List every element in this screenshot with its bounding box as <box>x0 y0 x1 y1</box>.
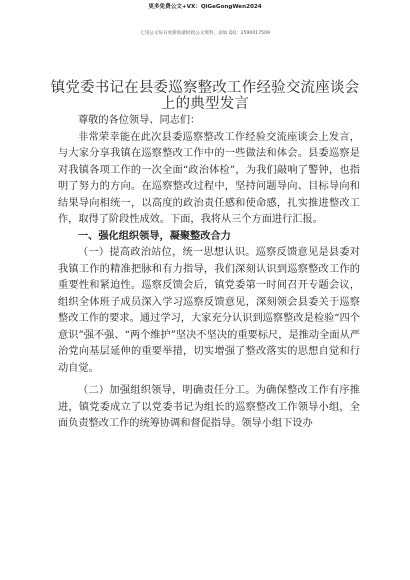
paragraph-1: （一）提高政治站位，统一思想认识。巡察反馈意见是县委对我镇工作的精准把脉和有力指导，我们深刻认识到巡察整改工作的重要性和紧迫性。巡察反馈会后，镇党委第一时间召开专题会议，组织全体班子成员深入学习巡察反馈意见，深刻领会县委关于巡察整改工作的要求。通过学习，大家充分认识到巡察整改是检验“四个意识”强不强、“两个维护”坚决不坚决的重要标尺，是推动全面从严治党向基层延伸的重要举措，切实增强了整改落实的思想自觉和行动自觉。 <box>58 247 360 374</box>
paragraph-2: （二）加强组织领导，明确责任分工。为确保整改工作有序推进，镇党委成立了以党委书记为组长的巡察整改工作领导小组，全面负责整改工作的统筹协调和督促指导。领导小组下设办 <box>58 385 360 429</box>
promo-subtitle: 七哥公文每日更新海量时政公文资料，添加 QQ：2590017509 <box>140 31 270 36</box>
intro-paragraph: 非常荣幸能在此次县委巡察整改工作经验交流座谈会上发言，与大家分享我镇在巡察整改工作中的一些做法和体会。县委巡察是对我镇各项工作的一次全面“政治体检”，为我们敲响了警钟，也指明了努力的方向。在巡察整改过程中，坚持问题导向、目标导向和结果导向相统一，以高度的政治责任感和使命感，扎实推进整改工作，取得了阶段性成效。下面，我将从三个方面进行汇报。 <box>58 131 360 225</box>
document-body <box>58 113 360 433</box>
greeting: 尊敬的各位领导、同志们： <box>78 115 201 126</box>
section-heading: 一、强化组织领导，凝聚整改合力 <box>78 230 231 242</box>
promo-banner: 更多免费公文+VX：QiGeGongWen2024 <box>148 4 262 10</box>
document-title: 镇党委书记在县委巡察整改工作经验交流座谈会上的典型发言 <box>50 80 360 112</box>
